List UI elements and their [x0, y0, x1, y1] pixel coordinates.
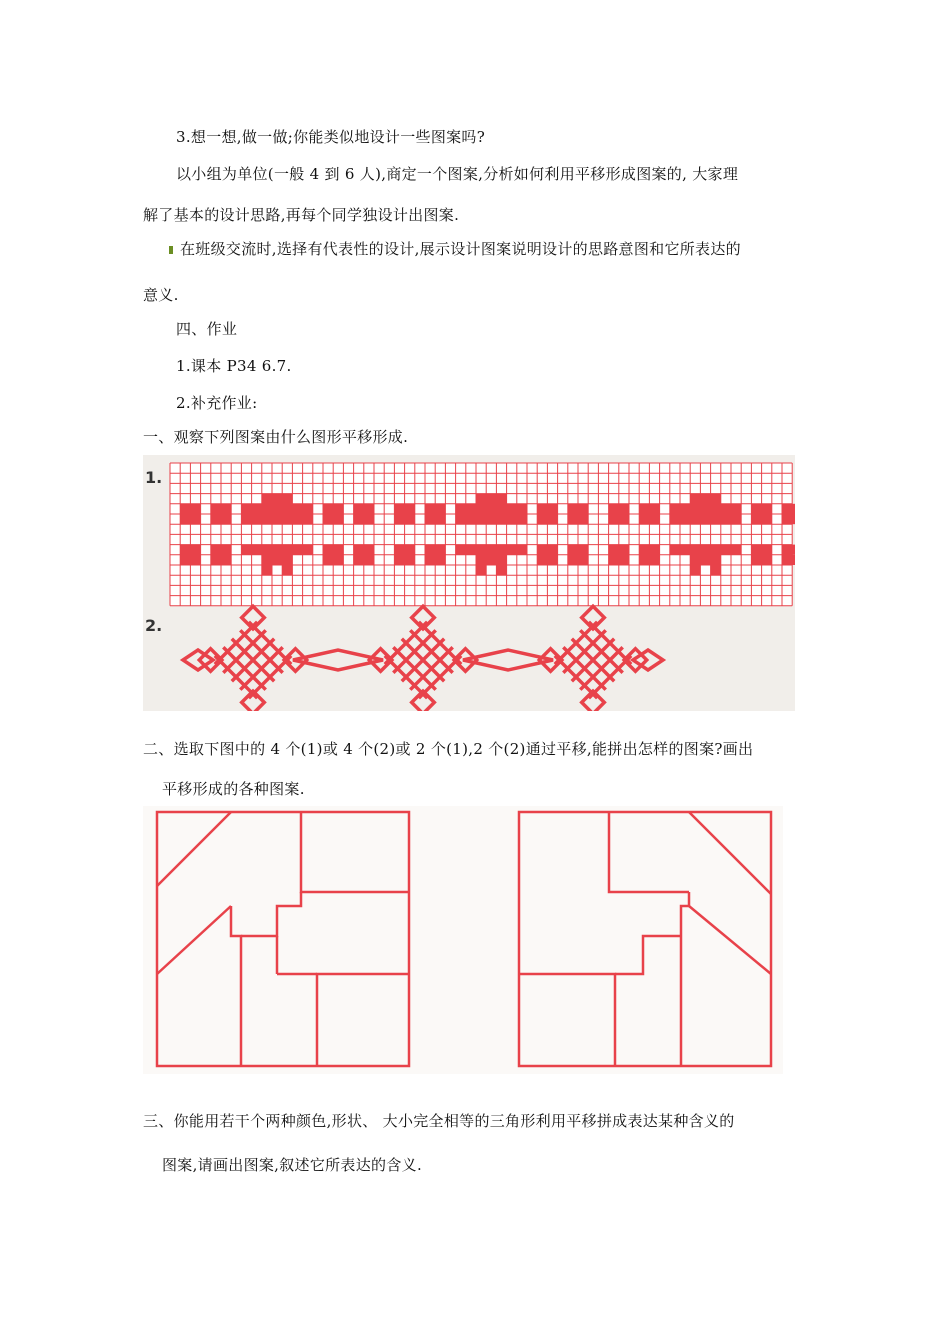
pattern-cell — [568, 504, 578, 514]
pattern-cell — [680, 514, 690, 524]
pattern-cell — [221, 555, 231, 565]
pattern-cell — [405, 514, 415, 524]
pattern-label-2: 2. — [145, 616, 163, 635]
question-2-line1: 二、选取下图中的 4 个(1)或 4 个(2)或 2 个(1),2 个(2)通过平移,能拼出怎样的图案?画出 — [143, 740, 754, 758]
pattern-cell — [639, 545, 649, 555]
pattern-cell — [711, 565, 721, 575]
pattern-cell — [282, 565, 292, 575]
pattern-cell — [670, 545, 680, 555]
pattern-cell — [762, 545, 772, 555]
pattern-cell — [262, 514, 272, 524]
pattern-cell — [190, 545, 200, 555]
pattern-label-1: 1. — [145, 468, 163, 487]
pattern-cell — [609, 504, 619, 514]
pattern-cell — [252, 504, 262, 514]
pattern-cell — [568, 514, 578, 524]
pattern-cell — [649, 514, 659, 524]
pattern-cell — [517, 545, 527, 555]
pattern-cell — [782, 545, 792, 555]
pattern-cell — [354, 514, 364, 524]
margin-mark — [169, 246, 173, 254]
pattern-cell — [476, 545, 486, 555]
pattern-cell — [476, 494, 486, 504]
pattern-cell — [690, 565, 700, 575]
pattern-cell — [190, 555, 200, 565]
pattern-cell — [537, 514, 547, 524]
pattern-cell — [292, 504, 302, 514]
pattern-cell — [711, 494, 721, 504]
pattern-cell — [721, 504, 731, 514]
question-3-line2: 图案,请画出图案,叙述它所表达的含义. — [162, 1156, 423, 1174]
pattern-cell — [751, 514, 761, 524]
pattern-cell — [762, 504, 772, 514]
pattern-cell — [180, 514, 190, 524]
pattern-cell — [456, 545, 466, 555]
pattern-cell — [649, 545, 659, 555]
pattern-cell — [690, 494, 700, 504]
pattern-cell — [578, 514, 588, 524]
pattern-cell — [303, 504, 313, 514]
pattern-cell — [262, 494, 272, 504]
pattern-cell — [364, 545, 374, 555]
pattern-cell — [537, 555, 547, 565]
pattern-cell — [211, 504, 221, 514]
pattern-cell — [711, 555, 721, 565]
pattern-cell — [241, 545, 251, 555]
homework-item-1: 1.课本 P34 6.7. — [176, 357, 292, 375]
question-2-line2: 平移形成的各种图案. — [162, 780, 305, 798]
pattern-cell — [751, 504, 761, 514]
pattern-cell — [486, 545, 496, 555]
pattern-cell — [476, 504, 486, 514]
pattern-cell — [496, 514, 506, 524]
pattern-cell — [507, 504, 517, 514]
pattern-cell — [486, 514, 496, 524]
pattern-cell — [619, 514, 629, 524]
pattern-cell — [272, 555, 282, 565]
pattern-cell — [323, 545, 333, 555]
pattern-cell — [272, 494, 282, 504]
pattern-cell — [731, 514, 741, 524]
pattern-cell — [405, 555, 415, 565]
pattern-cell — [180, 504, 190, 514]
pattern-cell — [507, 514, 517, 524]
pattern-cell — [282, 494, 292, 504]
pattern-cell — [282, 545, 292, 555]
pattern-cell — [292, 514, 302, 524]
pattern-cell — [435, 504, 445, 514]
pattern-cell — [700, 504, 710, 514]
pattern-cell — [517, 514, 527, 524]
pattern-cell — [700, 545, 710, 555]
pattern-cell — [731, 504, 741, 514]
pattern-cell — [690, 555, 700, 565]
pattern-cell — [711, 514, 721, 524]
pattern-cell — [333, 555, 343, 565]
figure-translation-patterns — [143, 455, 795, 711]
section-homework-heading: 四、作业 — [176, 320, 238, 338]
pattern-cell — [762, 555, 772, 565]
paragraph-group-line1: 以小组为单位(一般 4 到 6 人),商定一个图案,分析如何利用平移形成图案的, 大家理 — [176, 165, 739, 183]
pattern-cell — [690, 504, 700, 514]
pattern-cell — [619, 555, 629, 565]
pattern-cell — [456, 504, 466, 514]
pattern-cell — [639, 504, 649, 514]
pattern-cell — [466, 545, 476, 555]
pattern-cell — [333, 545, 343, 555]
pattern-cell — [609, 545, 619, 555]
pattern-cell — [476, 555, 486, 565]
pattern-cell — [354, 545, 364, 555]
pattern-cell — [364, 514, 374, 524]
pattern-cell — [425, 514, 435, 524]
pattern-cell — [547, 545, 557, 555]
pattern-cell — [751, 555, 761, 565]
pattern-cell — [537, 504, 547, 514]
pattern-cell — [272, 504, 282, 514]
pattern-cell — [190, 504, 200, 514]
pattern-cell — [394, 504, 404, 514]
pattern-cell — [700, 514, 710, 524]
pattern-cell — [649, 555, 659, 565]
pattern-cell — [262, 565, 272, 575]
pattern-cell — [252, 545, 262, 555]
pattern-cell — [364, 504, 374, 514]
paragraph-3-heading: 3.想一想,做一做;你能类似地设计一些图案吗? — [176, 128, 486, 146]
pattern-cell — [496, 504, 506, 514]
pattern-cell — [639, 555, 649, 565]
pattern-cell — [282, 514, 292, 524]
pattern-cell — [639, 514, 649, 524]
question-3-line1: 三、你能用若干个两种颜色,形状、 大小完全相等的三角形利用平移拼成表达某种含义的 — [143, 1112, 735, 1130]
pattern-cell — [303, 545, 313, 555]
pattern-cell — [670, 514, 680, 524]
pattern-cell — [262, 555, 272, 565]
pattern-cell — [496, 555, 506, 565]
pattern-cell — [190, 514, 200, 524]
pattern-cell — [425, 555, 435, 565]
pattern-cell — [272, 514, 282, 524]
pattern-cell — [354, 555, 364, 565]
pattern-cell — [568, 555, 578, 565]
pattern-cell — [435, 514, 445, 524]
pattern-cell — [751, 545, 761, 555]
pattern-cell — [486, 504, 496, 514]
pattern-cell — [731, 545, 741, 555]
pattern-cell — [680, 545, 690, 555]
pattern-cell — [425, 545, 435, 555]
pattern-cell — [303, 514, 313, 524]
pattern-cell — [323, 514, 333, 524]
pattern-cell — [486, 494, 496, 504]
pattern-cell — [700, 494, 710, 504]
pattern-cell — [262, 504, 272, 514]
pattern-cell — [609, 514, 619, 524]
pattern-cell — [323, 504, 333, 514]
pattern-cell — [609, 555, 619, 565]
pattern-cell — [405, 545, 415, 555]
pattern-cell — [496, 494, 506, 504]
pattern-cell — [435, 545, 445, 555]
pattern-cell — [547, 504, 557, 514]
pattern-cell — [425, 504, 435, 514]
pattern-cell — [394, 555, 404, 565]
pattern-cell — [711, 545, 721, 555]
pattern-cell — [547, 555, 557, 565]
pattern-cell — [282, 504, 292, 514]
pattern-cell — [721, 514, 731, 524]
pattern-cell — [486, 555, 496, 565]
pattern-cell — [619, 504, 629, 514]
pattern-cell — [211, 545, 221, 555]
pattern-cell — [282, 555, 292, 565]
pattern-cell — [782, 555, 792, 565]
paragraph-share-line1: 在班级交流时,选择有代表性的设计,展示设计图案说明设计的思路意图和它所表达的 — [180, 240, 741, 258]
pattern-cell — [476, 565, 486, 575]
pattern-cell — [619, 545, 629, 555]
pattern-cell — [700, 555, 710, 565]
pattern-cell — [292, 545, 302, 555]
pattern-cell — [476, 514, 486, 524]
pattern-cell — [241, 514, 251, 524]
pattern-cell — [221, 514, 231, 524]
pattern-cell — [466, 514, 476, 524]
pattern-cell — [496, 565, 506, 575]
pattern-cell — [456, 514, 466, 524]
pattern-cell — [394, 514, 404, 524]
pattern-cell — [568, 545, 578, 555]
pattern-cell — [578, 555, 588, 565]
figure-tiles — [143, 806, 783, 1074]
pattern-cell — [537, 545, 547, 555]
pattern-cell — [507, 545, 517, 555]
pattern-cell — [782, 514, 792, 524]
question-1: 一、观察下列图案由什么图形平移形成. — [143, 428, 409, 446]
pattern-cell — [782, 504, 792, 514]
pattern-cell — [517, 504, 527, 514]
pattern-cell — [211, 514, 221, 524]
pattern-cell — [211, 555, 221, 565]
pattern-cell — [262, 545, 272, 555]
pattern-cell — [272, 545, 282, 555]
pattern-cell — [466, 504, 476, 514]
pattern-cell — [333, 514, 343, 524]
pattern-cell — [364, 555, 374, 565]
red-grid-pattern — [170, 463, 795, 606]
pattern-cell — [721, 545, 731, 555]
pattern-cell — [180, 555, 190, 565]
pattern-cell — [547, 514, 557, 524]
paragraph-group-line2: 解了基本的设计思路,再每个同学独设计出图案. — [143, 206, 460, 224]
pattern-cell — [333, 504, 343, 514]
pattern-cell — [711, 504, 721, 514]
pattern-cell — [690, 545, 700, 555]
pattern-cell — [435, 555, 445, 565]
pattern-cell — [496, 545, 506, 555]
pattern-cell — [252, 514, 262, 524]
pattern-cell — [762, 514, 772, 524]
paragraph-share-line2: 意义. — [143, 286, 179, 304]
scan-background — [143, 806, 783, 1074]
homework-item-2: 2.补充作业: — [176, 394, 258, 412]
pattern-cell — [323, 555, 333, 565]
pattern-cell — [670, 504, 680, 514]
pattern-cell — [649, 504, 659, 514]
pattern-cell — [578, 545, 588, 555]
pattern-cell — [690, 514, 700, 524]
pattern-cell — [405, 504, 415, 514]
pattern-cell — [241, 504, 251, 514]
pattern-cell — [680, 504, 690, 514]
pattern-cell — [394, 545, 404, 555]
pattern-cell — [221, 545, 231, 555]
pattern-cell — [354, 504, 364, 514]
pattern-cell — [180, 545, 190, 555]
pattern-cell — [221, 504, 231, 514]
pattern-cell — [578, 504, 588, 514]
